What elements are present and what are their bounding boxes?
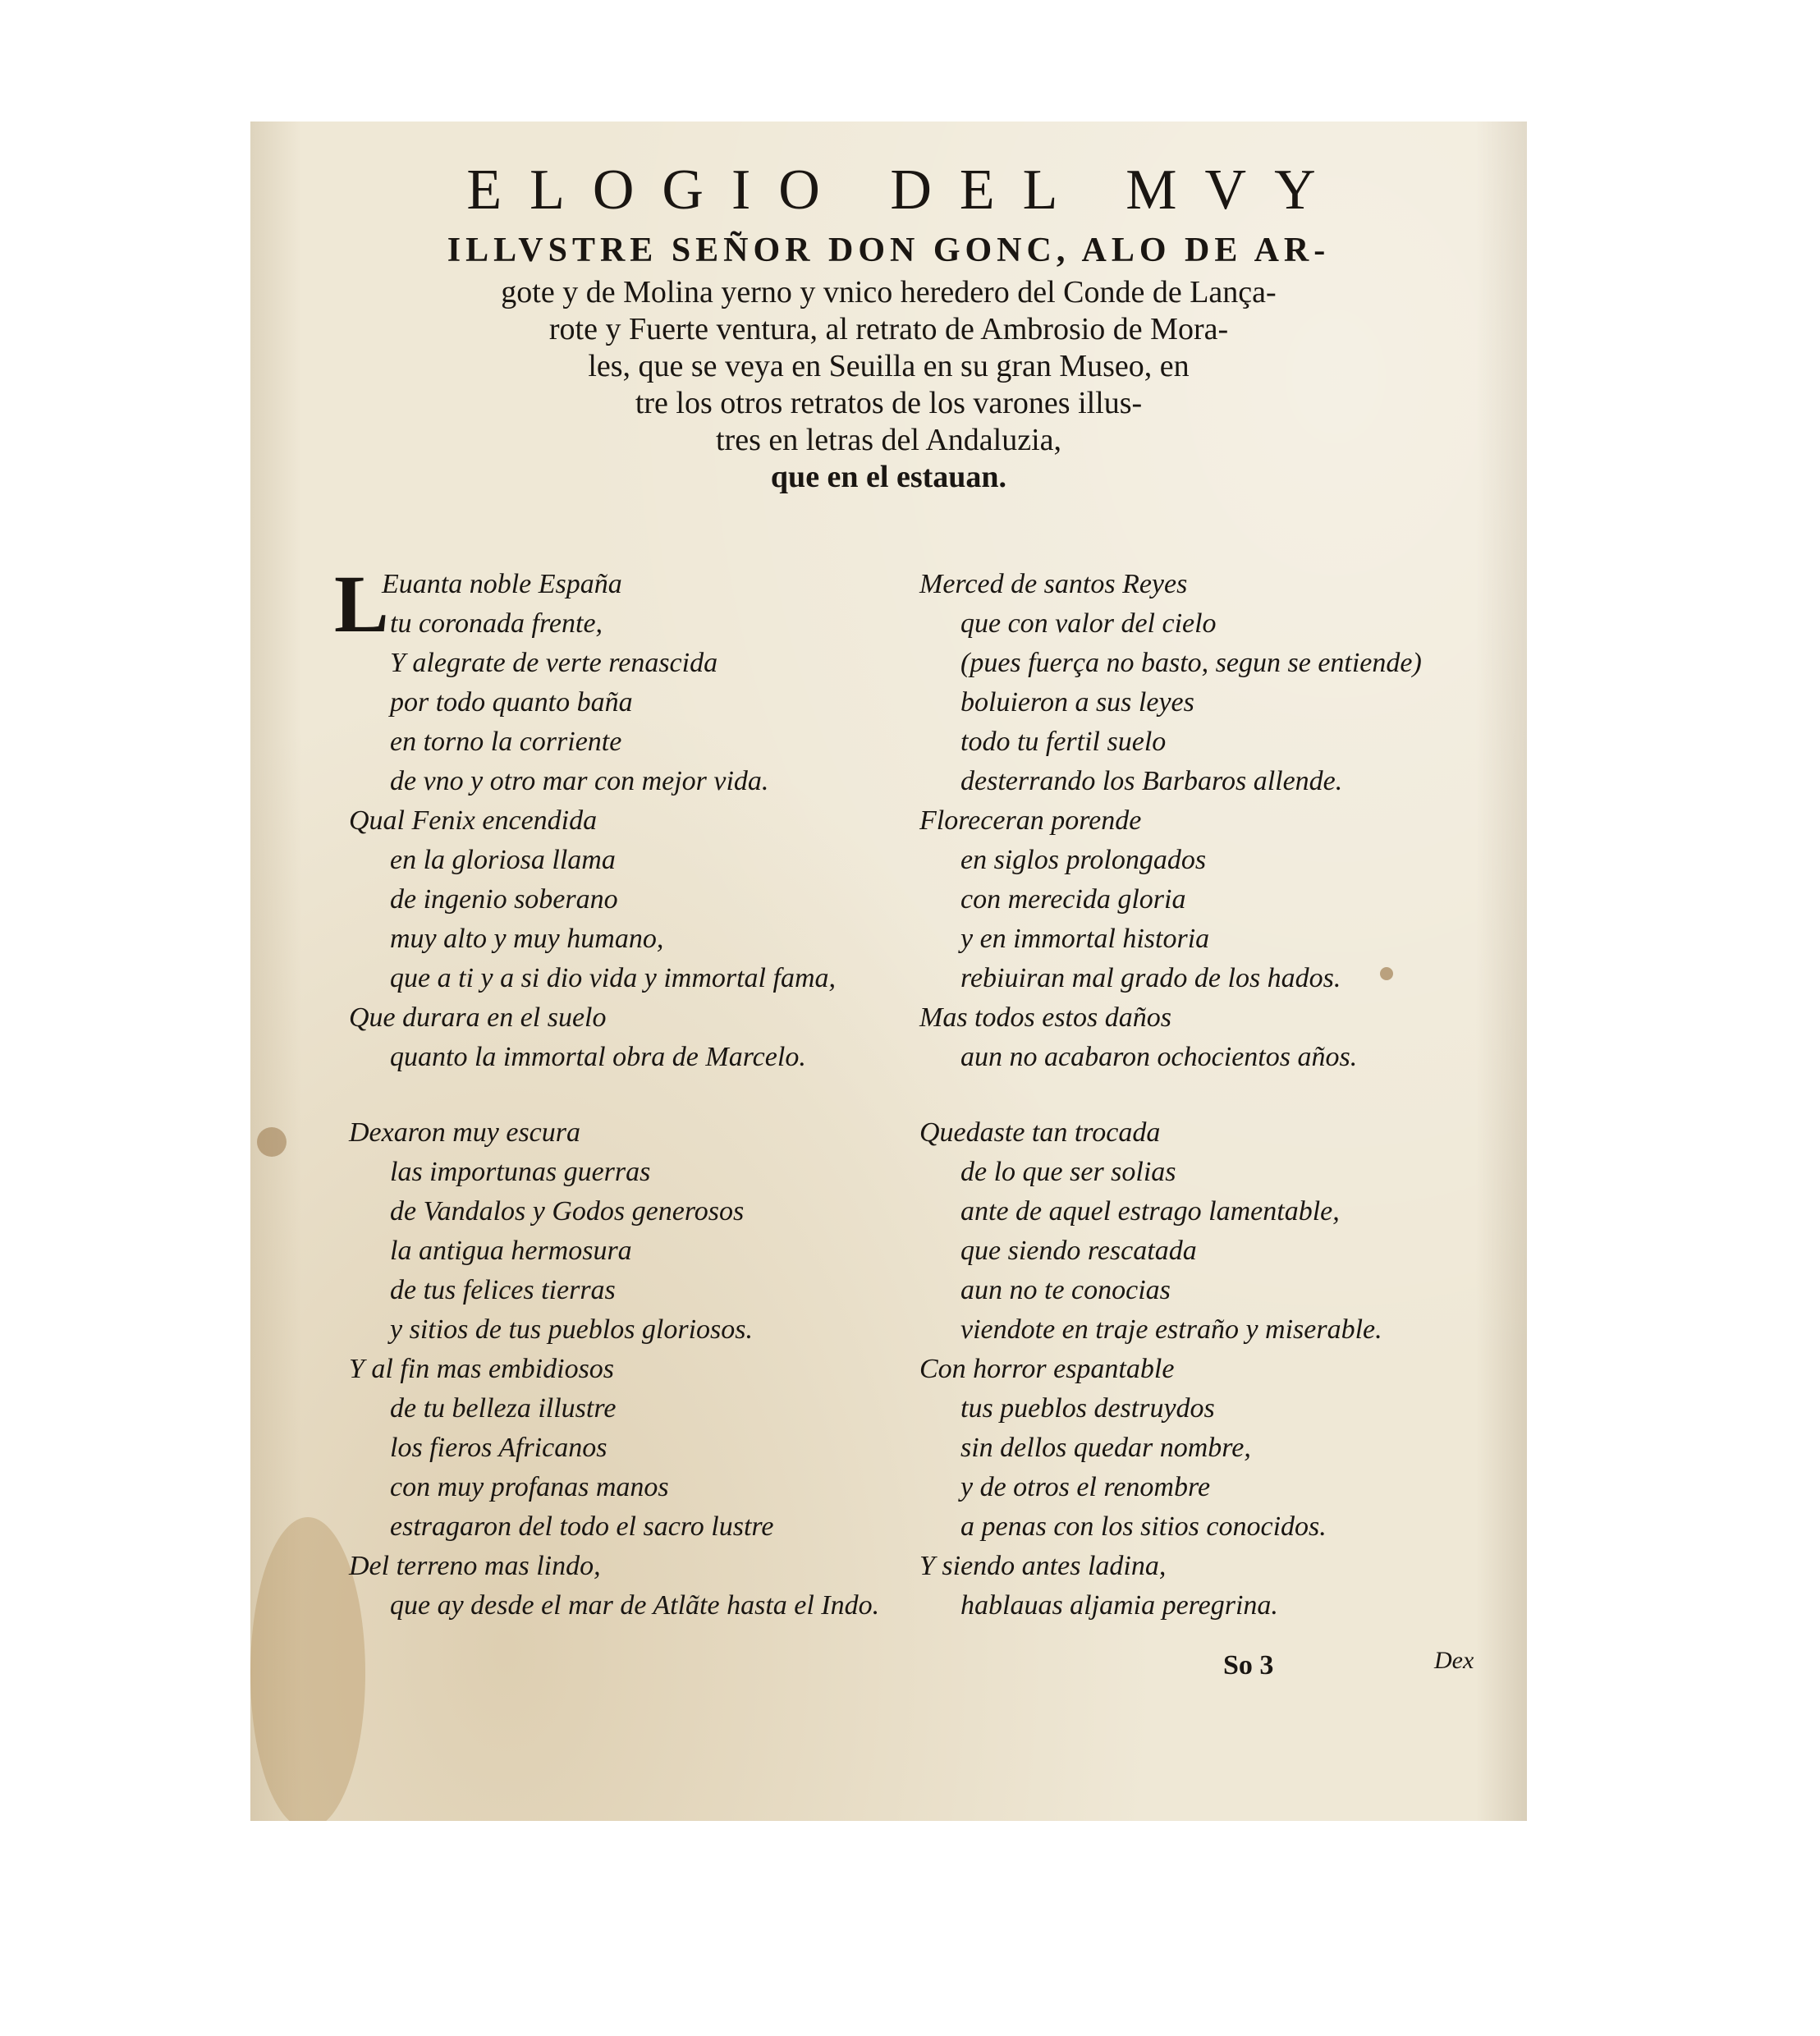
verse-line: sin dellos quedar nombre, — [960, 1433, 1251, 1463]
verse-line: muy alto y muy humano, — [390, 924, 664, 954]
verse-line: estragaron del todo el sacro lustre — [390, 1511, 774, 1542]
verse-line: que ay desde el mar de Atlãte hasta el Indo. — [390, 1590, 880, 1621]
verse-line: los fieros Africanos — [390, 1433, 607, 1463]
catchword: Dex — [1434, 1647, 1474, 1674]
title-line: ILLVSTRE SEÑOR DON GONC, ALO DE AR- — [447, 232, 1331, 269]
verse-line: rebiuiran mal grado de los hados. — [960, 963, 1341, 993]
verse-line: Euanta noble España — [382, 569, 622, 599]
verse-line: y sitios de tus pueblos gloriosos. — [390, 1314, 754, 1345]
verse-line: con muy profanas manos — [390, 1472, 669, 1502]
verse-line: de tu belleza illustre — [390, 1393, 617, 1424]
title-line: tres en letras del Andaluzia, — [715, 423, 1061, 457]
verse-line: Qual Fenix encendida — [349, 805, 598, 836]
verse-line: de Vandalos y Godos generosos — [390, 1196, 745, 1227]
verse-line: tu coronada frente, — [390, 608, 603, 639]
title-block — [250, 154, 1527, 496]
verse-line: las importunas guerras — [390, 1157, 651, 1187]
title-line: rote y Fuerte ventura, al retrato de Ambrosio de Mora- — [548, 312, 1229, 346]
verse-line: ante de aquel estrago lamentable, — [960, 1196, 1340, 1227]
right-poem-column — [919, 565, 1511, 1626]
title-line: tre los otros retratos de los varones illus- — [635, 386, 1143, 420]
verse-line: Con horror espantable — [919, 1354, 1175, 1384]
verse-line: Y alegrate de verte renascida — [390, 648, 718, 678]
drop-cap: L — [334, 558, 389, 649]
verse-line: de ingenio soberano — [390, 884, 618, 915]
verse-line: que a ti y a si dio vida y immortal fama, — [390, 963, 837, 993]
book-page — [250, 122, 1527, 1821]
stanza-gap — [349, 1077, 924, 1113]
verse-line: Mas todos estos daños — [919, 1002, 1171, 1033]
verse-line: viendote en traje estraño y miserable. — [960, 1314, 1382, 1345]
verse-line: con merecida gloria — [960, 884, 1186, 915]
verse-line: en torno la corriente — [390, 727, 622, 757]
verse-line: a penas con los sitios conocidos. — [960, 1511, 1327, 1542]
title-line: ELOGIO DEL MVY — [466, 158, 1344, 222]
paper-stain — [257, 1127, 287, 1157]
verse-line: Merced de santos Reyes — [919, 569, 1188, 599]
title-line: que en el estauan. — [770, 460, 1007, 494]
paper-stain — [250, 1517, 365, 1821]
verse-line: (pues fuerça no basto, segun se entiende) — [960, 648, 1422, 678]
verse-line: Y siendo antes ladina, — [919, 1551, 1167, 1581]
verse-line: hablauas aljamia peregrina. — [960, 1590, 1278, 1621]
verse-line: desterrando los Barbaros allende. — [960, 766, 1343, 796]
verse-line: aun no te conocias — [960, 1275, 1171, 1305]
verse-line: la antigua hermosura — [390, 1236, 632, 1266]
verse-line: quanto la immortal obra de Marcelo. — [390, 1042, 806, 1072]
verse-line: Y al fin mas embidiosos — [349, 1354, 615, 1384]
verse-line: en la gloriosa llama — [390, 845, 616, 875]
verse-line: de lo que ser solias — [960, 1157, 1176, 1187]
verse-line: Quedaste tan trocada — [919, 1117, 1161, 1148]
verse-line: Floreceran porende — [919, 805, 1142, 836]
signature-mark: So 3 — [1223, 1650, 1274, 1681]
verse-line: boluieron a sus leyes — [960, 687, 1194, 718]
verse-line: y de otros el renombre — [960, 1472, 1211, 1502]
title-line: les, que se veya en Seuilla en su gran Museo, en — [588, 349, 1190, 383]
verse-line: que siendo rescatada — [960, 1236, 1197, 1266]
left-poem-column — [334, 558, 924, 1626]
verse-line: tus pueblos destruydos — [960, 1393, 1215, 1424]
verse-line: Que durara en el suelo — [349, 1002, 607, 1033]
verse-line: de vno y otro mar con mejor vida. — [390, 766, 769, 796]
title-line: gote y de Molina yerno y vnico heredero del Conde de Lança- — [501, 275, 1277, 310]
verse-line: y en immortal historia — [960, 924, 1210, 954]
verse-line: Dexaron muy escura — [349, 1117, 580, 1148]
verse-line: de tus felices tierras — [390, 1275, 616, 1305]
verse-line: que con valor del cielo — [960, 608, 1217, 639]
verse-line: todo tu fertil suelo — [960, 727, 1167, 757]
verse-line: por todo quanto baña — [390, 687, 633, 718]
verse-line: en siglos prolongados — [960, 845, 1207, 875]
stanza-gap — [919, 1077, 1511, 1113]
verse-line: Del terreno mas lindo, — [349, 1551, 601, 1581]
verse-line: aun no acabaron ochocientos años. — [960, 1042, 1358, 1072]
